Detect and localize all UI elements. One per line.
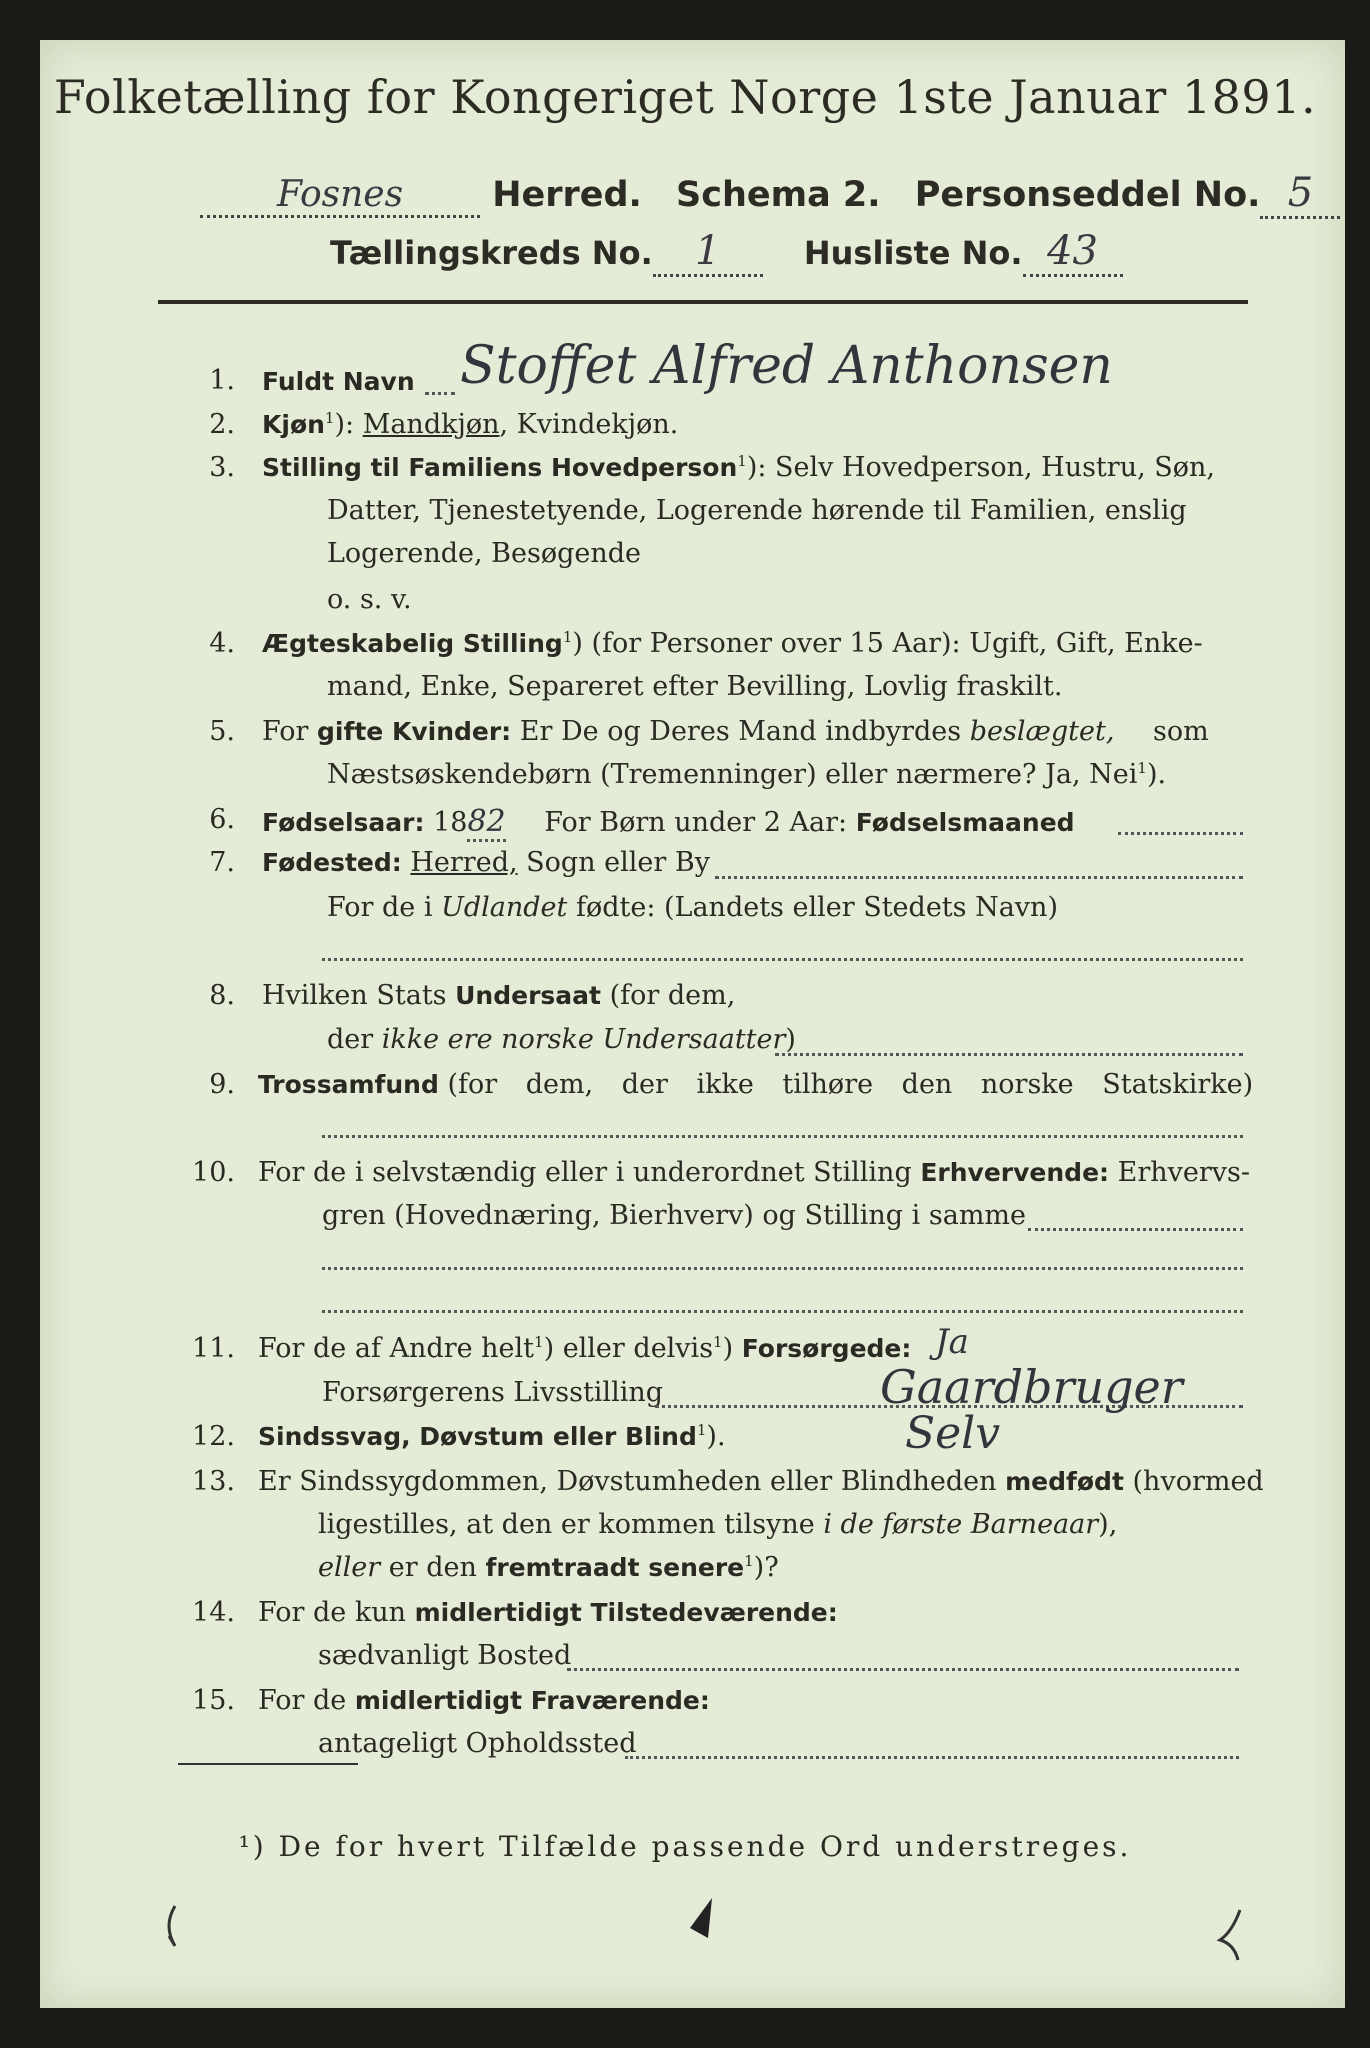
q6-mid: For Børn under 2 Aar: [544, 807, 848, 838]
q14-number: 14. [192, 1597, 235, 1628]
q2-option-kvindekjon: Kvindekjøn. [516, 409, 679, 440]
corner-mark-center [690, 1898, 712, 1938]
q12-label: Sindssvag, Døvstum eller Blind [258, 1422, 697, 1451]
q6-number: 6. [209, 804, 235, 835]
personseddel-value: 5 [1260, 170, 1340, 219]
kreds-value: 1 [653, 228, 763, 277]
q5-text-1: Er De og Deres Mand indbyrdes [519, 716, 962, 747]
q13-italic: i de første Barneaar [823, 1509, 1099, 1540]
q8-der: der [327, 1024, 374, 1055]
q11-line1: For de af Andre helt$^1$) eller delvis$^1$) Forsørgede: [258, 1333, 912, 1364]
q11-forsorgede-value: Ja [935, 1322, 969, 1362]
q5-text-2: Næstsøskendebørn (Tremenninger) eller nærmere? Ja, Nei [327, 759, 1138, 790]
q13-line2: ligestilles, at den er kommen tilsyne i de første Barneaar), [318, 1509, 1118, 1540]
q6-label: Fødselsaar: [262, 808, 425, 837]
form-title: Folketælling for Kongeriget Norge 1ste Januar 1891. [53, 70, 1317, 124]
q13-line3: eller er den fremtraadt senere$^1$)? [318, 1552, 779, 1583]
q12-value: Selv [905, 1408, 1001, 1459]
q9-number: 9. [209, 1069, 235, 1100]
q11-livsstilling-value: Gaardbruger [880, 1360, 1183, 1414]
q13-eller: eller [318, 1552, 381, 1583]
q7-text-b: fødte: (Landets eller Stedets Navn) [575, 892, 1058, 923]
q8-text-b: (for dem, [609, 980, 736, 1011]
q3-line2: Datter, Tjenestetyende, Logerende hørende til Familien, enslig [327, 495, 1187, 526]
q13-text-c: ligestilles, at den er kommen tilsyne [318, 1509, 815, 1540]
q5-pre: For [262, 716, 309, 747]
q10-number: 10. [192, 1157, 235, 1188]
footnote: ¹) De for hvert Tilfælde passende Ord understreges. [238, 1830, 1132, 1863]
q8-label: Undersaat [455, 981, 601, 1010]
q8-line2: der ikke ere norske Undersaatter) [327, 1024, 796, 1055]
q4-line1: Ægteskabelig Stilling$^1$) (for Personer over 15 Aar): Ugift, Gift, Enke- [262, 628, 1203, 659]
q4-label: Ægteskabelig Stilling [262, 629, 563, 658]
q7-udlandet: Udlandet [441, 892, 568, 923]
q5-end: som [1153, 716, 1209, 747]
herred-label: Herred. [492, 175, 642, 215]
q3-options-1: Selv Hovedperson, Hustru, Søn, [775, 452, 1215, 483]
q13-text-b: (hvormed [1132, 1466, 1264, 1497]
q1-label: Fuldt Navn [262, 367, 415, 396]
q14-label: midlertidigt Tilstedeværende: [414, 1598, 838, 1627]
q2-option-mandkjon: Mandkjøn [362, 409, 500, 440]
q13-text-a: Er Sindssygdommen, Døvstumheden eller Blindheden [258, 1466, 997, 1497]
q3-line1: Stilling til Familiens Hovedperson$^1$): Selv Hovedperson, Hustru, Søn, [262, 452, 1215, 483]
q11-line2: Forsørgerens Livsstilling [322, 1377, 664, 1408]
q13-number: 13. [192, 1466, 235, 1497]
q1-number: 1. [209, 365, 235, 396]
q15-label: midlertidigt Fraværende: [354, 1686, 710, 1715]
q10-text-b: Erhvervs- [1117, 1157, 1251, 1188]
q1-name-value: Stoffet Alfred Anthonsen [460, 336, 1113, 396]
q2-number: 2. [209, 409, 235, 440]
q7-rest: Sogn eller By [526, 847, 710, 878]
q12-number: 12. [192, 1421, 235, 1452]
q6-bold: Fødselsmaaned [855, 808, 1075, 837]
q3-line4: o. s. v. [327, 584, 412, 615]
personseddel-label: Personseddel No. [914, 175, 1261, 215]
schema-label: Schema 2. [676, 175, 881, 215]
q11-text-b: eller delvis [562, 1333, 714, 1364]
q8-text-a: Hvilken Stats [262, 980, 447, 1011]
q12-line: Sindssvag, Døvstum eller Blind$^1$). [258, 1421, 726, 1452]
q7-text-a: For de i [327, 892, 433, 923]
q15-number: 15. [192, 1685, 235, 1716]
herred-value: Fosnes [200, 174, 480, 218]
q4-line2: mand, Enke, Separeret efter Bevilling, Lovlig fraskilt. [327, 671, 1063, 702]
q13-bold-2: fremtraadt senere [485, 1553, 745, 1582]
q4-number: 4. [209, 628, 235, 659]
q9-text: (for dem, der ikke tilhøre den norske Statskirke) [447, 1069, 1254, 1100]
q10-text-a: For de i selvstændig eller i underordnet Stilling [258, 1157, 912, 1188]
q11-text-a: For de af Andre helt [258, 1333, 535, 1364]
q2-label: Kjøn [262, 410, 325, 439]
husliste-label: Husliste No. [803, 234, 1023, 272]
q14-line2: sædvanligt Bosted [318, 1640, 572, 1671]
q7-number: 7. [209, 847, 235, 878]
q4-text-1: (for Personer over 15 Aar): Ugift, Gift, Enke- [591, 628, 1203, 659]
q9-label: Trossamfund [258, 1070, 439, 1099]
corner-mark-left [169, 1906, 175, 1946]
q10-line2: gren (Hovednæring, Bierhverv) og Stilling i samme [322, 1200, 1027, 1231]
corner-mark-right [1220, 1910, 1240, 1960]
q2-sup: 1 [324, 409, 335, 427]
q2-line: Kjøn$^1$): Mandkjøn, Kvindekjøn. [262, 409, 679, 440]
q13-label: medfødt [1005, 1467, 1124, 1496]
q6-prefix: 18 [433, 807, 468, 838]
q15-pre: For de [258, 1685, 347, 1716]
q7-label: Fødested: [262, 848, 402, 877]
q5-label: gifte Kvinder: [317, 717, 512, 746]
q6-birthyear-value: 82 [467, 804, 505, 842]
q3-line3: Logerende, Besøgende [327, 538, 641, 569]
husliste-value: 43 [1023, 228, 1123, 277]
q11-number: 11. [192, 1333, 235, 1364]
q11-label: Forsørgede: [741, 1334, 912, 1363]
q5-number: 5. [209, 716, 235, 747]
q7-option-herred: Herred, [410, 847, 518, 878]
kreds-label: Tællingskreds No. [330, 234, 653, 272]
q5-italic: beslægtet, [969, 716, 1115, 747]
q13-text-d: er den [388, 1552, 477, 1583]
q8-italic: ikke ere norske Undersaatter [381, 1024, 786, 1055]
q8-number: 8. [209, 980, 235, 1011]
q15-line2: antageligt Opholdssted [318, 1728, 637, 1759]
q3-number: 3. [209, 452, 235, 483]
q10-label: Erhvervende: [920, 1158, 1110, 1187]
q14-pre: For de kun [258, 1597, 406, 1628]
q5-line2: Næstsøskendebørn (Tremenninger) eller nærmere? Ja, Nei$^1$). [327, 759, 1167, 790]
q3-label: Stilling til Familiens Hovedperson [262, 453, 738, 482]
